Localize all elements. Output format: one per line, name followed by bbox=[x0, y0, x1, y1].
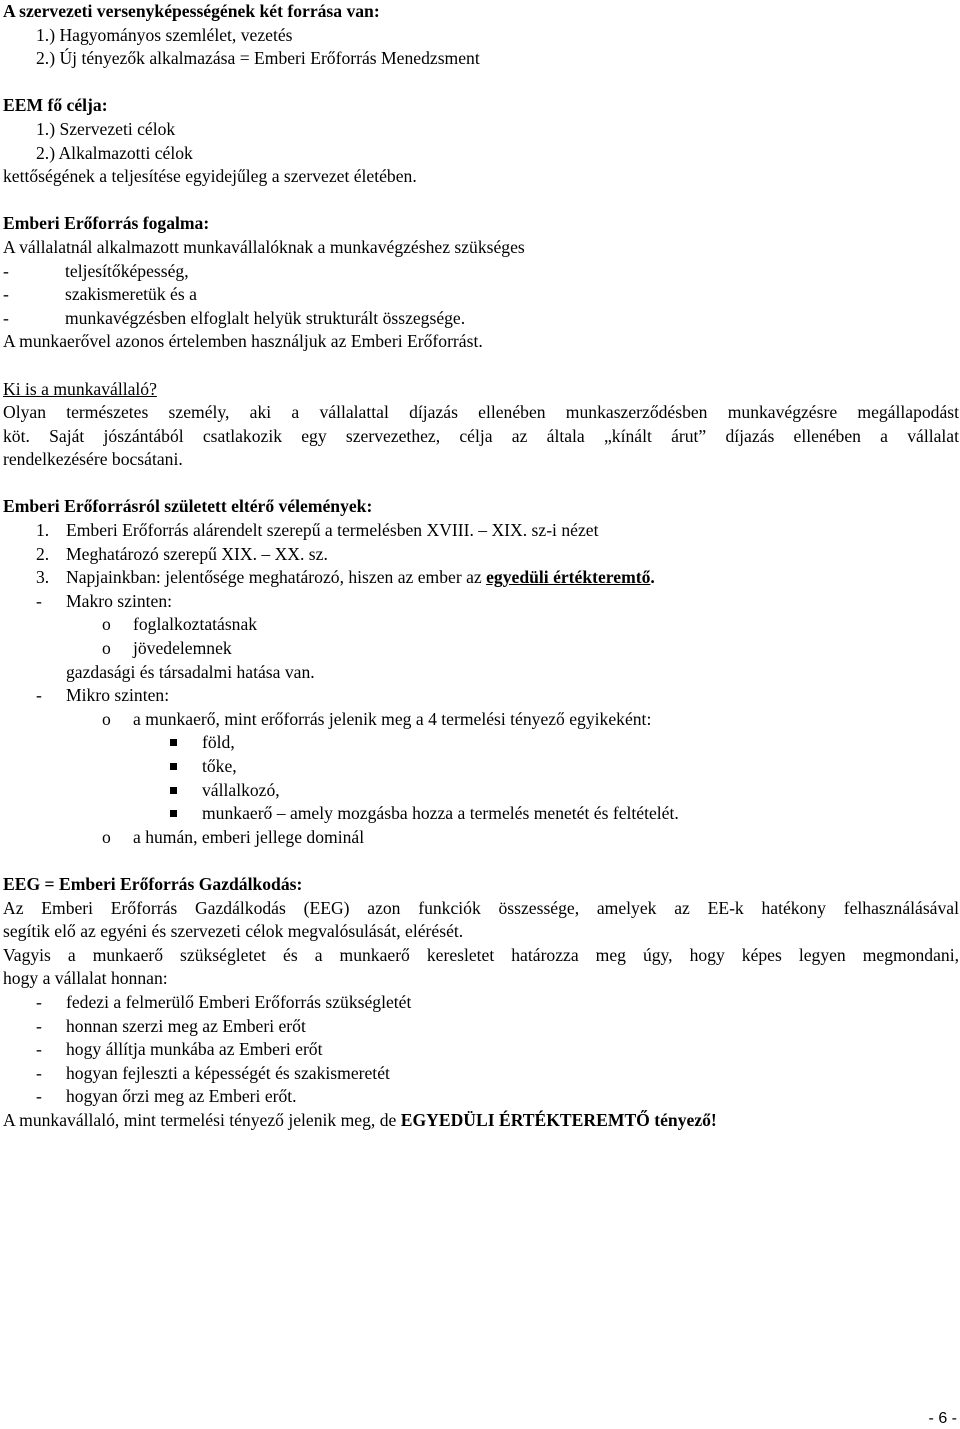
list-number: 3. bbox=[36, 567, 50, 588]
paragraph-line: A vállalatnál alkalmazott munkavállalóknak a munkavégzéshez szükséges bbox=[3, 236, 525, 257]
section-title-competitiveness: A szervezeti versenyképességének két forrása van: bbox=[3, 1, 380, 21]
section-title-eem-goal: EEM fő célja: bbox=[3, 95, 108, 116]
paragraph-line: A munkavállaló, mint termelési tényező jelenik meg, de EGYEDÜLI ÉRTÉKTEREMTŐ tényező! bbox=[3, 1109, 717, 1130]
dash-bullet: - bbox=[36, 590, 42, 611]
document-page bbox=[3, 0, 959, 1133]
section-title-eeg: EEG = Emberi Erőforrás Gazdálkodás: bbox=[3, 873, 303, 894]
list-item: Emberi Erőforrás alárendelt szerepű a termelésben XVIII. – XIX. sz-i nézet bbox=[66, 520, 599, 541]
list-item: 2.) Új tényezők alkalmazása = Emberi Erőforrás Menedzsment bbox=[36, 48, 480, 69]
dash-bullet: - bbox=[36, 1039, 42, 1060]
dash-bullet: - bbox=[36, 1086, 42, 1107]
list-item: hogy állítja munkába az Emberi erőt bbox=[66, 1039, 323, 1060]
paragraph-line: kettőségének a teljesítése egyidejűleg a szervezet életében. bbox=[3, 166, 417, 187]
list-item: jövedelemnek bbox=[133, 638, 232, 659]
dash-bullet: - bbox=[3, 307, 9, 328]
list-item: tőke, bbox=[202, 756, 237, 776]
dash-bullet: - bbox=[36, 1062, 42, 1083]
list-item: Meghatározó szerepű XIX. – XX. sz. bbox=[66, 543, 328, 564]
square-bullet-icon bbox=[170, 787, 177, 794]
dash-bullet: - bbox=[3, 260, 9, 281]
paragraph-line: A munkaerővel azonos értelemben használjuk az Emberi Erőforrást. bbox=[3, 331, 483, 352]
list-item: hogyan fejleszti a képességét és szakismeretét bbox=[66, 1062, 390, 1083]
paragraph-line: segítik elő az egyéni és szervezeti célok megvalósulását, elérését. bbox=[3, 921, 464, 942]
section-title-employee: Ki is a munkavállaló? bbox=[3, 378, 157, 399]
circle-bullet: o bbox=[102, 708, 111, 729]
paragraph-line: Az Emberi Erőforrás Gazdálkodás (EEG) azon funkciók összessége, amelyek az EE-k hatékony felhasználásával bbox=[3, 897, 959, 918]
paragraph-line: gazdasági és társadalmi hatása van. bbox=[66, 661, 315, 682]
dash-bullet: - bbox=[36, 991, 42, 1012]
section-title-opinions: Emberi Erőforrásról született eltérő vélemények: bbox=[3, 496, 373, 517]
page-number: - 6 - bbox=[928, 1410, 957, 1427]
square-bullet-icon bbox=[170, 739, 177, 746]
dash-bullet: - bbox=[3, 284, 9, 305]
list-item: a humán, emberi jellege dominál bbox=[133, 826, 365, 847]
circle-bullet: o bbox=[102, 826, 111, 847]
list-item: honnan szerzi meg az Emberi erőt bbox=[66, 1015, 306, 1036]
list-item: hogyan őrzi meg az Emberi erőt. bbox=[66, 1086, 297, 1107]
list-item: fedezi a felmerülő Emberi Erőforrás szükségletét bbox=[66, 991, 412, 1012]
list-item: 2.) Alkalmazotti célok bbox=[36, 142, 193, 163]
paragraph-line: Vagyis a munkaerő szükségletet és a munkaerő keresletet határozza meg úgy, hogy képes legyen megmondani, bbox=[3, 944, 959, 965]
emphasis-text: egyedüli értékteremtő bbox=[486, 567, 651, 588]
square-bullet-icon bbox=[170, 763, 177, 770]
list-item-macro: Makro szinten: bbox=[66, 590, 173, 611]
dash-bullet: - bbox=[36, 1015, 42, 1036]
list-item: teljesítőképesség, bbox=[65, 260, 189, 281]
dash-bullet: - bbox=[36, 685, 42, 706]
circle-bullet: o bbox=[102, 614, 111, 635]
paragraph-line: hogy a vállalat honnan: bbox=[3, 968, 168, 989]
list-item: foglalkoztatásnak bbox=[133, 614, 258, 635]
paragraph-line: rendelkezésére bocsátani. bbox=[3, 449, 183, 470]
list-number: 2. bbox=[36, 543, 50, 564]
list-item: munkaerő – amely mozgásba hozza a termelés menetét és feltételét. bbox=[202, 803, 679, 824]
list-item: 1.) Szervezeti célok bbox=[36, 118, 176, 139]
list-item: a munkaerő, mint erőforrás jelenik meg a 4 termelési tényező egyikeként: bbox=[133, 708, 652, 729]
list-item: föld, bbox=[202, 732, 235, 753]
paragraph-line: köt. Saját jószántából csatlakozik egy szervezethez, célja az általa „kínált árut” díjazás ellenében a vállalat bbox=[3, 425, 959, 446]
list-item: szakismeretük és a bbox=[65, 284, 197, 305]
list-item: vállalkozó, bbox=[202, 779, 280, 800]
list-item-micro: Mikro szinten: bbox=[66, 685, 170, 706]
list-item: Napjainkban: jelentősége meghatározó, hiszen az ember az egyedüli értékteremtő. bbox=[66, 567, 655, 588]
circle-bullet: o bbox=[102, 638, 111, 659]
list-item: 1.) Hagyományos szemlélet, vezetés bbox=[36, 24, 293, 45]
square-bullet-icon bbox=[170, 810, 177, 817]
list-item: munkavégzésben elfoglalt helyük strukturált összegsége. bbox=[65, 307, 466, 328]
list-number: 1. bbox=[36, 520, 50, 541]
paragraph-line: Olyan természetes személy, aki a vállalattal díjazás ellenében munkaszerződésben munkavégzésre megállapodást bbox=[3, 402, 959, 423]
emphasis-text: EGYEDÜLI ÉRTÉKTEREMTŐ tényező! bbox=[400, 1109, 717, 1130]
section-title-hr-concept: Emberi Erőforrás fogalma: bbox=[3, 213, 210, 234]
